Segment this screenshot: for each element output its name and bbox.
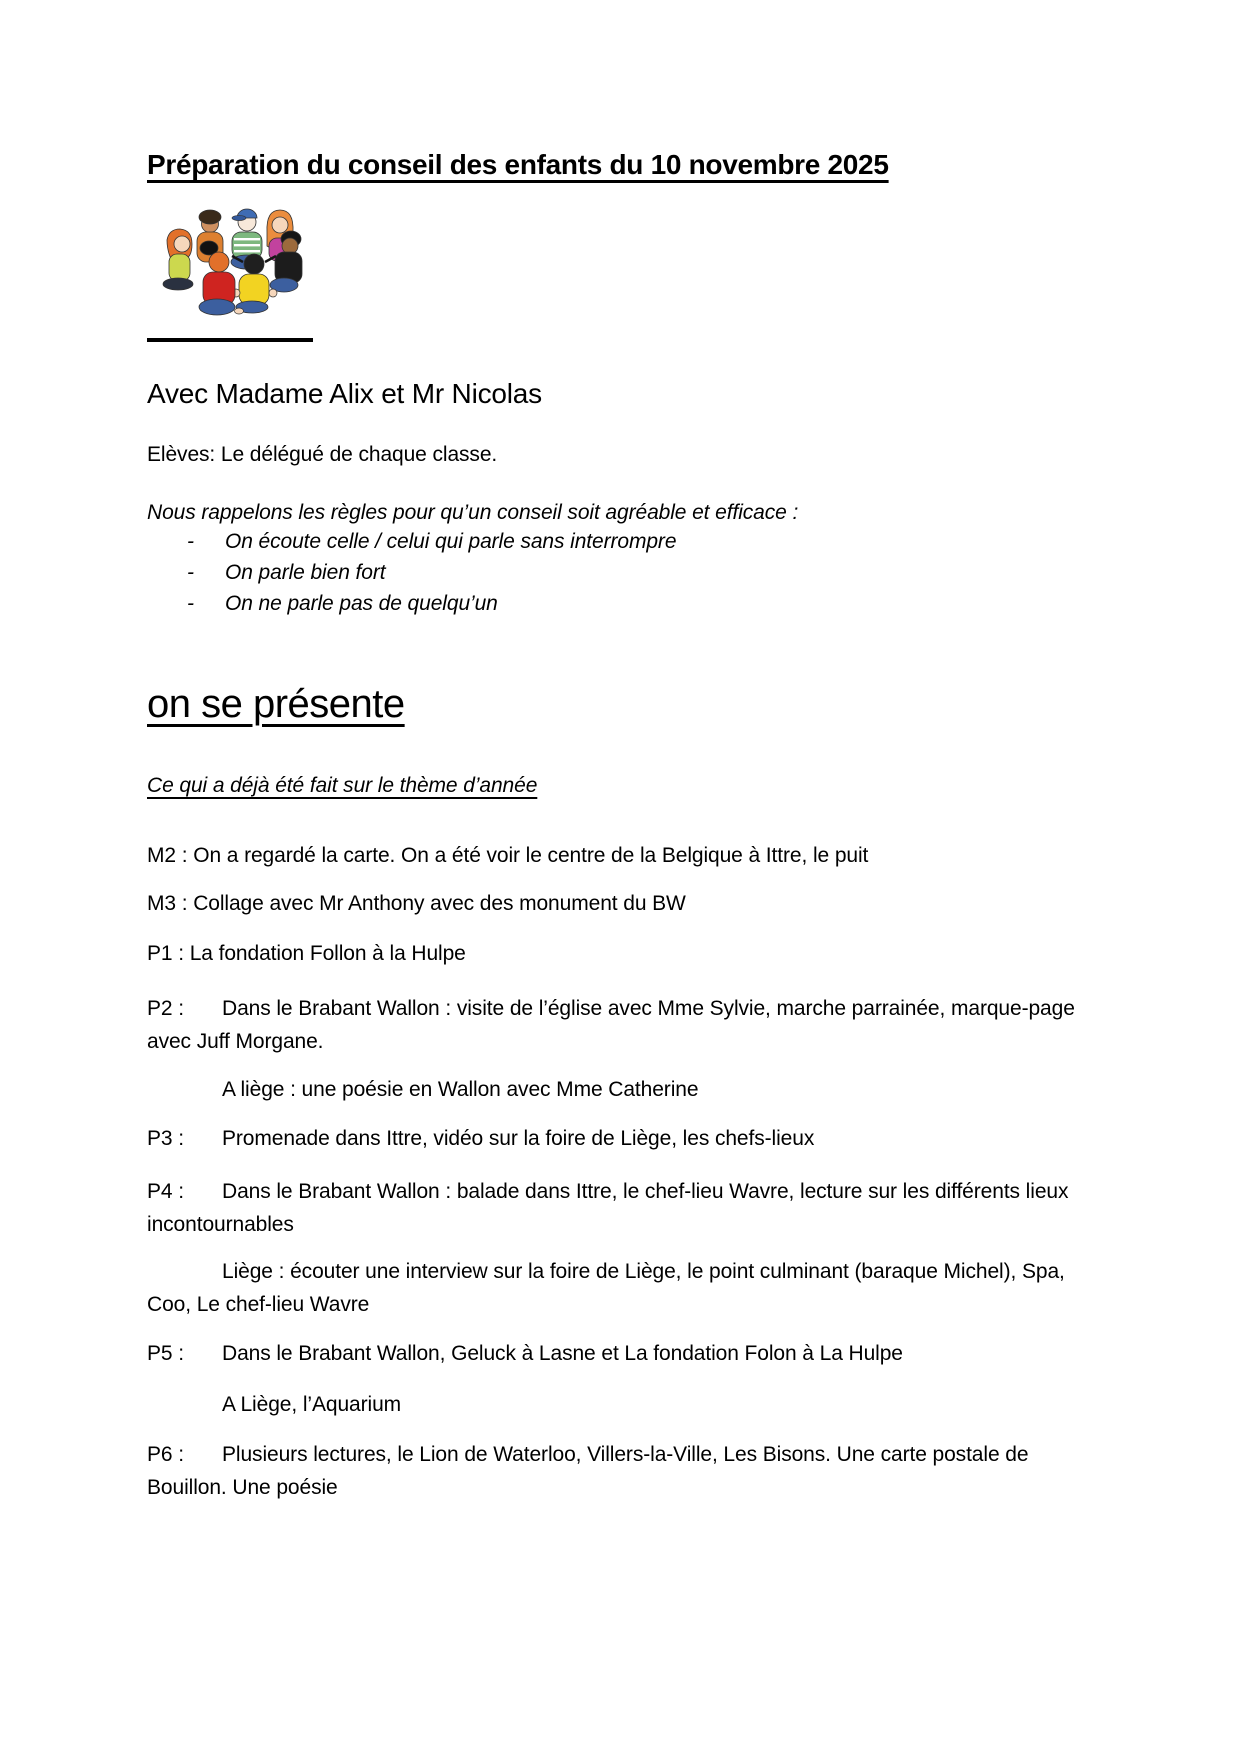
activity-label: P6 : [147, 1443, 184, 1466]
section-subheading: Ce qui a déjà été fait sur le thème d’année [147, 774, 538, 797]
activity-text: Dans le Brabant Wallon : balade dans Ittre, le chef-lieu Wavre, lecture sur les différents lieux incontournables [147, 1180, 1069, 1236]
activity-text: A Liège, l’Aquarium [222, 1393, 402, 1416]
activity-p2 [147, 992, 1091, 1058]
image-caption-line [147, 338, 313, 342]
activity-p6 [147, 1438, 1091, 1504]
rules-intro: Nous rappelons les règles pour qu’un conseil soit agréable et efficace : [147, 501, 799, 524]
activity-p4-liege [147, 1255, 1091, 1321]
children-circle-illustration [147, 192, 310, 330]
dash-bullet: - [187, 592, 194, 615]
activity-label: P1 : [147, 942, 184, 965]
rule-item [187, 526, 1087, 557]
section-heading: on se présente [147, 682, 405, 726]
activity-p2-liege [147, 1073, 1091, 1106]
activity-m3 [147, 887, 1091, 920]
children-circle-image [147, 192, 310, 330]
activity-label: M2 : [147, 844, 188, 867]
students-line: Elèves: Le délégué de chaque classe. [147, 443, 498, 466]
activity-p5 [147, 1337, 1091, 1370]
activity-p5-liege [147, 1388, 1091, 1421]
activity-text: Promenade dans Ittre, vidéo sur la foire de Liège, les chefs-lieux [222, 1127, 815, 1150]
activity-text: A liège : une poésie en Wallon avec Mme Catherine [222, 1078, 699, 1101]
activity-text: La fondation Follon à la Hulpe [189, 942, 466, 965]
activity-text: Plusieurs lectures, le Lion de Waterloo, Villers-la-Ville, Les Bisons. Une carte postale de Bouillon. Une poésie [147, 1443, 1029, 1499]
activity-label: M3 : [147, 892, 188, 915]
dash-bullet: - [187, 530, 194, 553]
activity-p4 [147, 1175, 1091, 1241]
activity-text: Liège : écouter une interview sur la foire de Liège, le point culminant (baraque Michel), Spa, Coo, Le chef-lieu Wavre [147, 1260, 1065, 1316]
activity-text: Collage avec Mr Anthony avec des monument du BW [193, 892, 686, 915]
rule-text: On parle bien fort [225, 561, 386, 584]
activity-m2 [147, 839, 1091, 872]
activity-p1 [147, 937, 1091, 970]
rule-item [187, 557, 1087, 588]
rule-text: On ne parle pas de quelqu’un [225, 592, 498, 615]
activity-text: Dans le Brabant Wallon, Geluck à Lasne et La fondation Folon à La Hulpe [222, 1342, 903, 1365]
activity-label: P5 : [147, 1342, 184, 1365]
document-title: Préparation du conseil des enfants du 10 novembre 2025 [147, 149, 889, 180]
activity-label: P3 : [147, 1127, 184, 1150]
activity-label: P4 : [147, 1180, 184, 1203]
activity-label: P2 : [147, 997, 184, 1020]
dash-bullet: - [187, 561, 194, 584]
activity-text: Dans le Brabant Wallon : visite de l’église avec Mme Sylvie, marche parrainée, marque-page avec Juff Morgane. [147, 997, 1075, 1053]
attendees-line: Avec Madame Alix et Mr Nicolas [147, 378, 542, 409]
activity-text: On a regardé la carte. On a été voir le centre de la Belgique à Ittre, le puit [193, 844, 869, 867]
rule-text: On écoute celle / celui qui parle sans interrompre [225, 530, 677, 553]
activity-p3 [147, 1122, 1091, 1155]
rule-item [187, 588, 1087, 619]
